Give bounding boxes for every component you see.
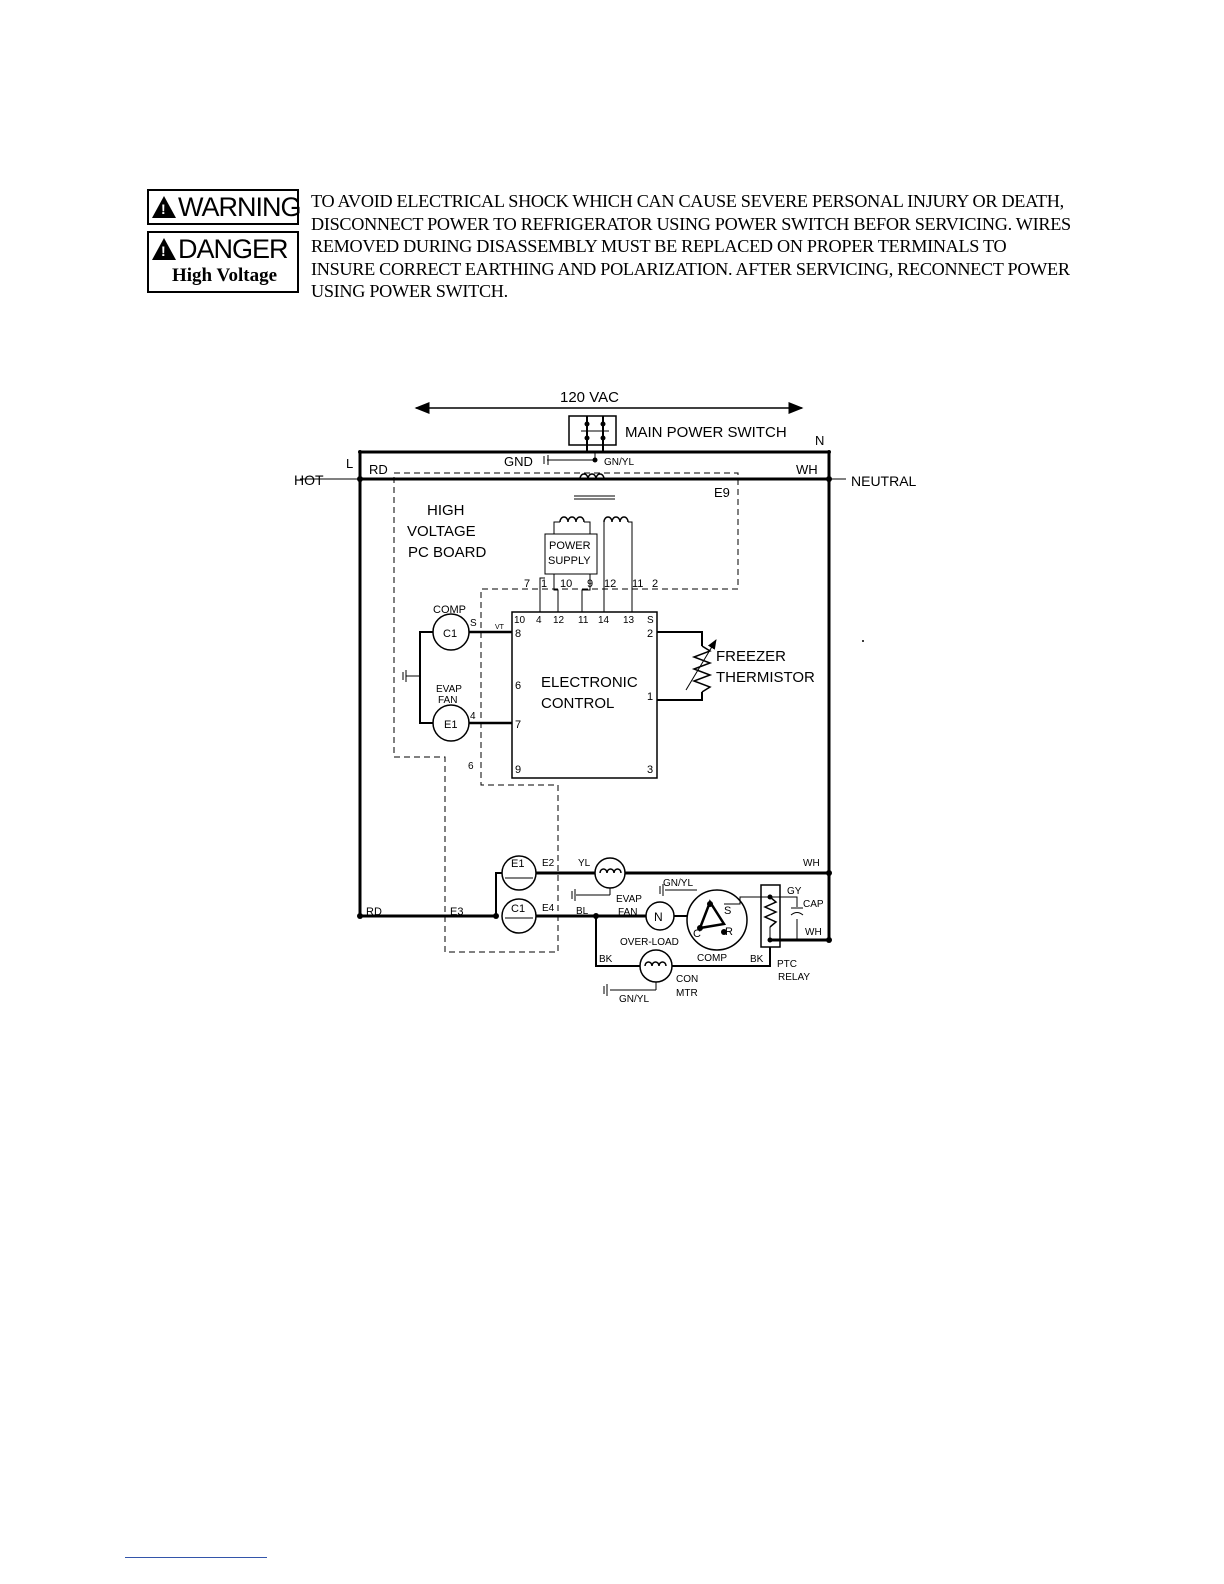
c1-contact-label: C1 [511,903,526,915]
comp-r-label: R [725,926,733,938]
e4-label: E4 [542,903,555,914]
thermistor-label-2: THERMISTOR [716,669,815,686]
control-pin-s: S [647,615,654,626]
comp-c-label: C [693,928,701,940]
e3-label: E3 [450,906,464,918]
n-label: N [815,433,825,448]
neutral-label: NEUTRAL [851,473,917,489]
warning-word: WARNING [178,191,301,222]
e2-label: E2 [542,858,555,869]
supply-label: 120 VAC [560,389,619,406]
wh-label-top: WH [796,462,818,477]
footnote-rule [125,1557,267,1558]
control-pin-8: 8 [515,628,522,640]
c1-label: C1 [443,628,458,640]
control-pin-14: 14 [598,615,610,626]
con-mtr-label-1: CON [676,974,699,985]
control-pin-4: 4 [536,615,542,626]
board-label-1: HIGH [427,502,465,519]
main-switch-label: MAIN POWER SWITCH [625,424,787,441]
control-label-1: ELECTRONIC [541,674,638,691]
gn-yl-label-fan: GN/YL [663,878,694,889]
board-pin-10: 10 [560,578,573,590]
four-label: 4 [470,711,476,722]
power-supply-label-1: POWER [549,540,591,552]
board-pin-7: 7 [524,578,531,590]
control-pin-3: 3 [647,764,654,776]
l-label: L [346,456,354,471]
power-supply-label-2: SUPPLY [548,555,591,567]
control-pin-2: 2 [647,628,654,640]
board-pin-2: 2 [652,578,659,590]
six-label: 6 [468,761,474,772]
yl-label: YL [578,858,591,869]
gy-label: GY [787,886,802,897]
board-pin-11: 11 [632,578,644,590]
bk-label-right: BK [750,954,764,965]
bk-label-left: BK [599,954,613,965]
e9-label: E9 [714,485,730,500]
high-voltage-text: High Voltage [171,265,278,286]
ptc-relay-label-2: RELAY [778,972,811,983]
gnd-label: GND [504,454,533,469]
control-pin-11: 11 [578,615,589,626]
wh-label-fan: WH [803,858,820,869]
hot-label: HOT [294,472,324,488]
board-pin-9: 9 [587,578,594,590]
ptc-relay-label-1: PTC [777,959,797,970]
board-pin-1: 1 [541,578,548,590]
e1-label: E1 [444,719,458,731]
compressor [687,890,747,950]
board-label-3: PC BOARD [408,544,487,561]
overload-symbol: N [654,910,663,924]
bl-label: BL [576,906,589,917]
control-pin-12: 12 [553,615,565,626]
control-pin-1: 1 [647,691,654,703]
control-pin-7: 7 [515,719,522,731]
comp-s-label: S [724,905,732,917]
gn-yl-label-top: GN/YL [604,457,635,468]
compressor-label: COMP [697,953,727,964]
warning-text: TO AVOID ELECTRICAL SHOCK WHICH CAN CAUSE SEVERE PERSONAL INJURY OR DEATH, DISCONNECT POWER TO REFRIGERATOR USING POWER SWITCH BEFOR SERVICING. WIRES REMOVED DURING DISASSEMBLY MUST BE REPLACED ON PROPER TERMINALS TO INSURE CORRECT EARTHING AND POLARIZATION. AFTER SERVICING, RECONNECT POWER USING POWER SWITCH. [311,191,1071,302]
cap-label: CAP [803,899,824,910]
overload-label: OVER-LOAD [620,937,679,948]
main-power-switch [569,416,616,452]
thermistor-symbol [694,646,710,692]
thermistor-label-1: FREEZER [716,648,787,665]
e1-contact-label: E1 [511,858,525,870]
evap-fan-motor-label-2: FAN [618,907,638,918]
control-label-2: CONTROL [541,695,615,712]
control-pin-13: 13 [623,615,635,626]
rd-label-top: RD [369,462,388,477]
con-mtr-label-2: MTR [676,988,698,999]
transformer [560,474,628,522]
evap-fan-relay-label-1: EVAP [436,684,462,695]
danger-word: DANGER [178,233,288,264]
control-pin-10: 10 [514,615,526,626]
board-pin-12: 12 [604,578,617,590]
evap-fan-motor-label-1: EVAP [616,894,642,905]
gn-yl-label-con: GN/YL [619,994,650,1005]
s-label-c1: S [470,618,477,629]
comp-relay-label: COMP [433,604,466,616]
control-pin-6: 6 [515,680,522,692]
control-pin-9: 9 [515,764,522,776]
rd-label-bottom: RD [366,906,382,918]
vt-label: VT [495,624,504,631]
board-label-2: VOLTAGE [407,523,476,540]
evap-fan-relay-label-2: FAN [438,695,458,706]
wh-label-ptc: WH [805,927,822,938]
